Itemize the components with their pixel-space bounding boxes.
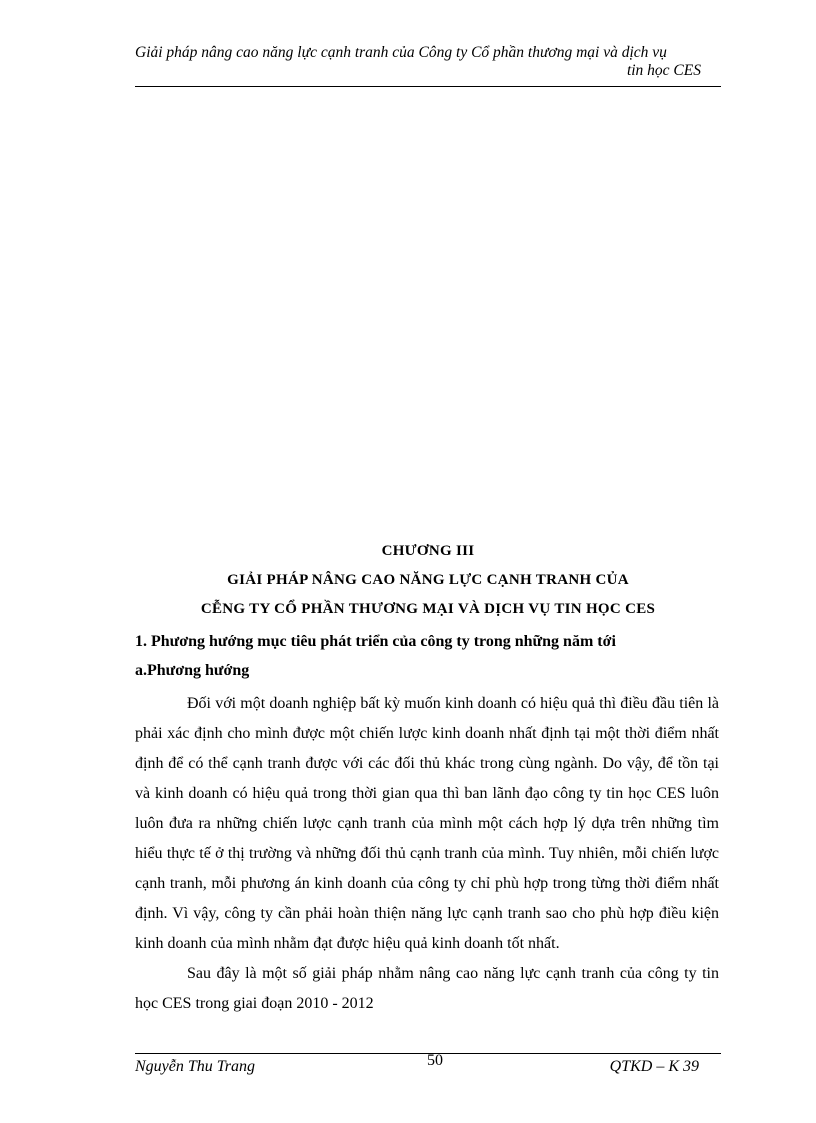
chapter-number: CHƯƠNG III (381, 543, 475, 559)
section-heading: 1. Phương hướng mục tiêu phát triển của công ty trong những năm tới (135, 633, 616, 650)
page-footer (135, 1053, 721, 1084)
subsection-heading: a.Phương hướng (135, 662, 250, 679)
body-text (135, 689, 719, 1019)
page-header (135, 44, 721, 87)
chapter-title-line-2: CỄNG TY CỔ PHẦN THƯƠNG MẠI VÀ DỊCH VỤ TIN HỌC CES (200, 601, 656, 617)
footer-class-code: QTKD – K 39 (609, 1058, 699, 1075)
header-title-line-1: Giải pháp nâng cao năng lực cạnh tranh của Công ty Cổ phần thương mại và dịch vụ (135, 44, 667, 61)
paragraph-2: Sau đây là một số giải pháp nhằm nâng cao năng lực cạnh tranh của công ty tin học CES trong giai đoạn 2010 - 2012 (135, 965, 719, 1012)
footer-author: Nguyễn Thu Trang (135, 1058, 256, 1075)
chapter-title-line-1: GIẢI PHÁP NÂNG CAO NĂNG LỰC CẠNH TRANH CỦA (227, 572, 629, 588)
page-number: 50 (427, 1052, 443, 1069)
paragraph-1: Đối với một doanh nghiệp bất kỳ muốn kinh doanh có hiệu quả thì điều đầu tiên là phải xác định cho mình được một chiến lược kinh doanh nhất định tại một thời điểm nhất định để có thể cạnh tranh được với các đối thủ khác trong cùng ngành. Do vậy, để tồn tại và kinh doanh có hiệu quả trong thời gian qua thì ban lãnh đạo công ty tin học CES luôn luôn đưa ra những chiến lược cạnh tranh của mình một cách hợp lý dựa trên những tìm hiểu thực tế ở thị trường và những đối thủ cạnh tranh của mình. Tuy nhiên, mỗi chiến lược cạnh tranh, mỗi phương án kinh doanh của công ty chỉ phù hợp trong từng thời điểm nhất định. Vì vậy, công ty cần phải hoàn thiện năng lực cạnh tranh sao cho phù hợp điều kiện kinh doanh của mình nhằm đạt được hiệu quả kinh doanh tốt nhất. (135, 695, 719, 952)
header-title-line-2: tin học CES (626, 62, 701, 79)
